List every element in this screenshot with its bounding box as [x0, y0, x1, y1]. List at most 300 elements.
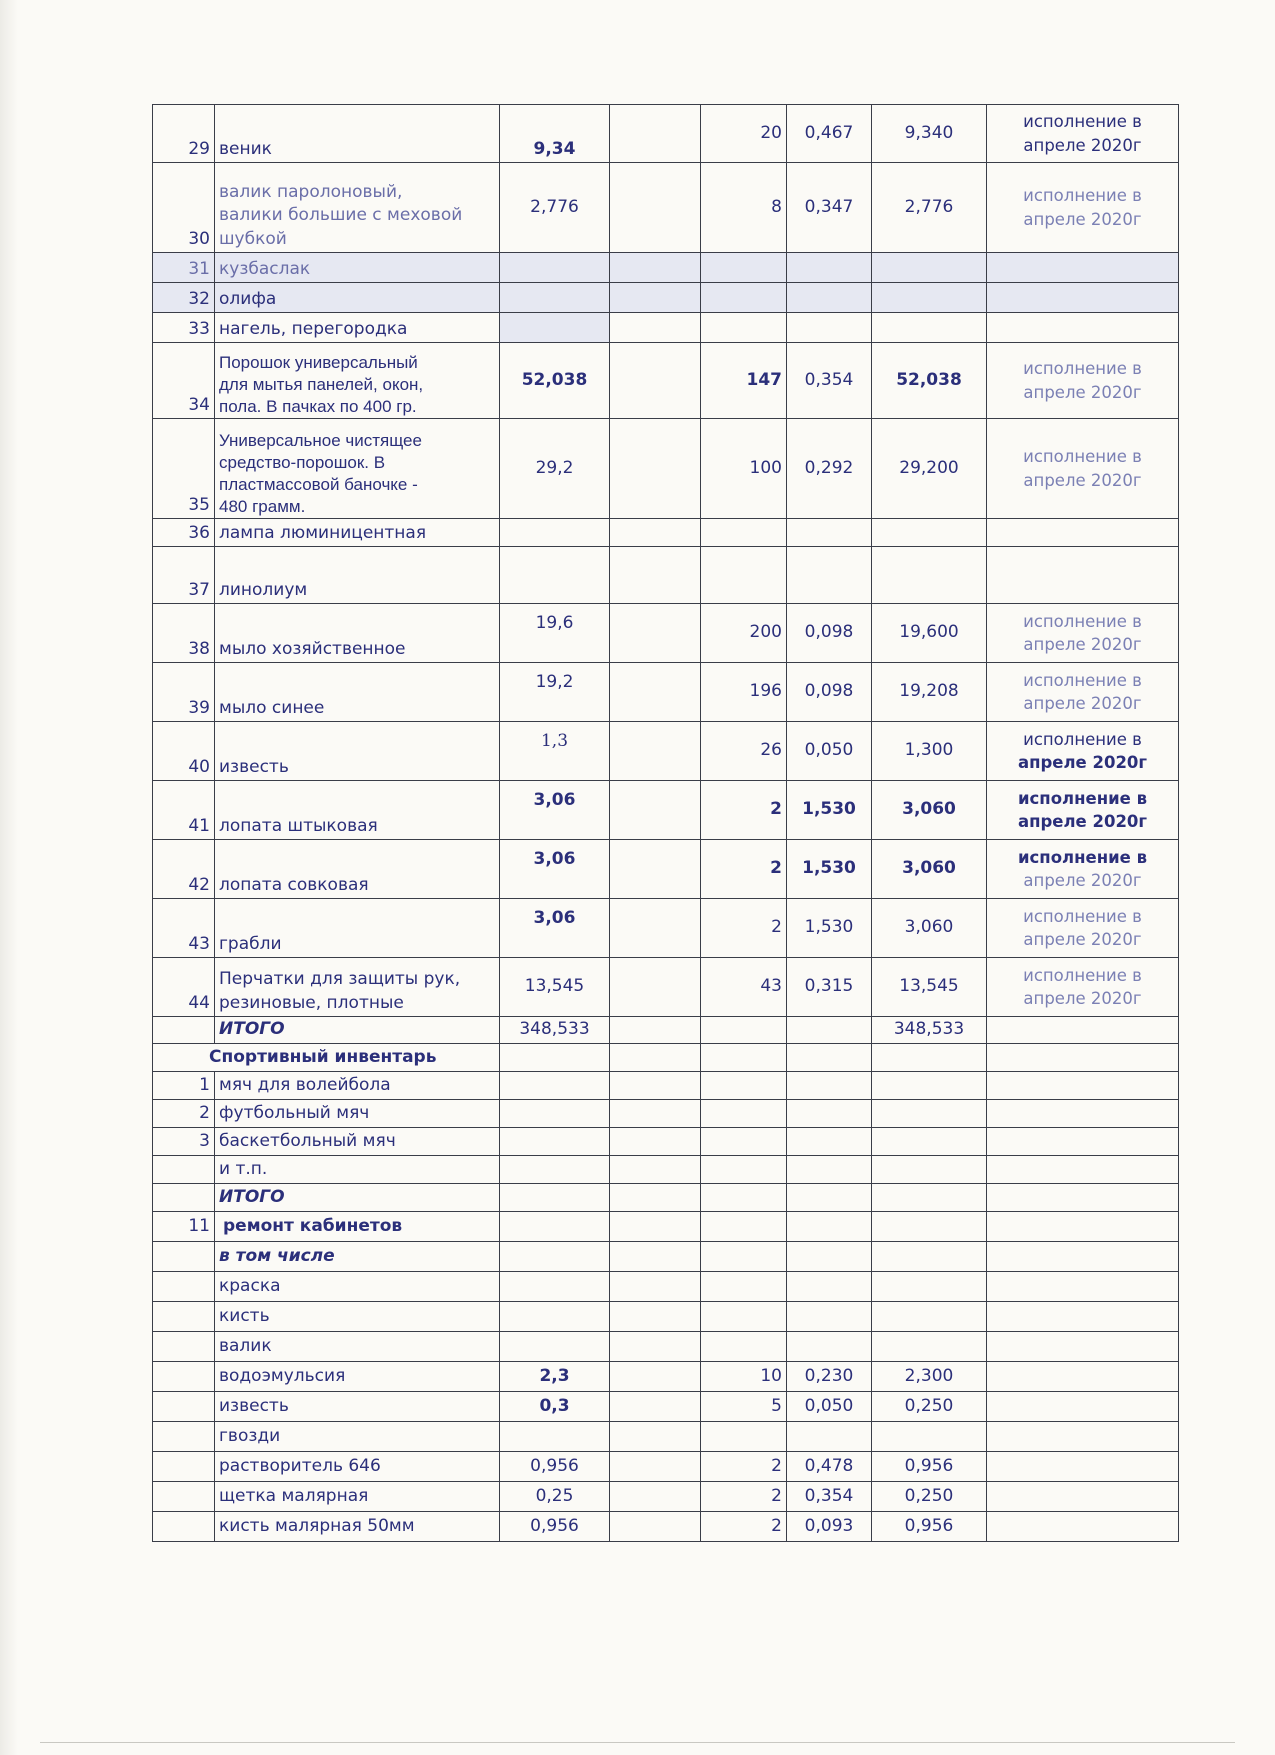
empty-cell — [787, 547, 872, 604]
item-sum: 3,060 — [872, 840, 987, 899]
empty-cell — [610, 1512, 701, 1542]
table-row — [153, 1100, 1179, 1128]
item-name: олифа — [215, 283, 500, 313]
row-number: 32 — [153, 283, 215, 313]
item-unit-price: 0,347 — [787, 163, 872, 253]
empty-cell — [500, 1212, 610, 1242]
empty-cell — [610, 663, 701, 722]
empty-cell — [610, 1482, 701, 1512]
table-row — [153, 419, 1179, 519]
name-line: Универсальное чистящее — [219, 430, 422, 450]
table-row — [153, 163, 1179, 253]
empty-cell — [872, 1422, 987, 1452]
empty-cell — [610, 604, 701, 663]
item-unit-price: 0,354 — [787, 1482, 872, 1512]
table-row — [153, 1272, 1179, 1302]
item-name: щетка малярная — [215, 1482, 500, 1512]
item-name: известь — [215, 1392, 500, 1422]
empty-cell — [701, 1242, 787, 1272]
empty-cell — [987, 1482, 1179, 1512]
empty-cell — [500, 1302, 610, 1332]
item-name: кузбаслак — [215, 253, 500, 283]
empty-cell — [610, 1452, 701, 1482]
row-number: 34 — [153, 343, 215, 419]
item-qty: 8 — [701, 163, 787, 253]
empty-cell — [987, 1017, 1179, 1044]
name-line: валики большие с меховой — [219, 205, 463, 226]
empty-cell — [610, 840, 701, 899]
item-unit-price: 0,292 — [787, 419, 872, 519]
item-unit-price: 0,098 — [787, 663, 872, 722]
empty-cell — [153, 1332, 215, 1362]
total-label: ИТОГО — [215, 1184, 500, 1212]
row-number: 42 — [153, 840, 215, 899]
note-line: исполнение в — [1017, 788, 1148, 808]
item-sum: 52,038 — [872, 343, 987, 419]
item-unit-price: 1,530 — [787, 840, 872, 899]
item-note — [987, 105, 1179, 163]
item-value: 13,545 — [500, 958, 610, 1017]
table-row — [153, 1156, 1179, 1184]
item-qty: 200 — [701, 604, 787, 663]
empty-cell — [701, 1100, 787, 1128]
item-qty: 196 — [701, 663, 787, 722]
empty-cell — [872, 253, 987, 283]
materials-table — [152, 104, 1179, 1542]
item-value: 3,06 — [500, 781, 610, 840]
empty-cell — [610, 899, 701, 958]
note-line: апреле 2020г — [1023, 694, 1142, 713]
empty-cell — [701, 1044, 787, 1072]
empty-cell — [500, 283, 610, 313]
item-value: 52,038 — [500, 343, 610, 419]
section-header-row — [153, 1044, 1179, 1072]
empty-cell — [987, 1212, 1179, 1242]
scan-bottom-line — [40, 1742, 1235, 1743]
row-number: 43 — [153, 899, 215, 958]
table-row — [153, 958, 1179, 1017]
item-qty: 2 — [701, 1452, 787, 1482]
table-row — [153, 722, 1179, 781]
table-row — [153, 781, 1179, 840]
table-row — [153, 899, 1179, 958]
row-number: 44 — [153, 958, 215, 1017]
item-value: 1,3 — [500, 722, 610, 781]
empty-cell — [872, 1128, 987, 1156]
row-number: 29 — [153, 105, 215, 163]
empty-cell — [872, 547, 987, 604]
table-row — [153, 1362, 1179, 1392]
item-sum: 2,776 — [872, 163, 987, 253]
table-row — [153, 840, 1179, 899]
empty-cell — [701, 1212, 787, 1242]
empty-cell — [500, 1156, 610, 1184]
item-name: валик — [215, 1332, 500, 1362]
item-sum: 1,300 — [872, 722, 987, 781]
row-number: 41 — [153, 781, 215, 840]
row-number: 37 — [153, 547, 215, 604]
row-number: 31 — [153, 253, 215, 283]
empty-cell — [153, 1017, 215, 1044]
empty-cell — [701, 1017, 787, 1044]
empty-cell — [610, 343, 701, 419]
item-name: линолиум — [215, 547, 500, 604]
empty-cell — [987, 1272, 1179, 1302]
item-name: футбольный мяч — [215, 1100, 500, 1128]
item-value: 0,956 — [500, 1512, 610, 1542]
name-line: шубкой — [219, 229, 287, 250]
item-name — [215, 163, 500, 253]
item-qty: 2 — [701, 899, 787, 958]
item-value: 29,2 — [500, 419, 610, 519]
note-line: исполнение в — [1023, 359, 1142, 379]
note-line: апреле 2020г — [1017, 753, 1148, 772]
empty-cell — [987, 1156, 1179, 1184]
empty-cell — [787, 1072, 872, 1100]
item-qty: 43 — [701, 958, 787, 1017]
empty-cell — [153, 1482, 215, 1512]
empty-cell — [701, 253, 787, 283]
row-number: 1 — [153, 1072, 215, 1100]
item-name: гвозди — [215, 1422, 500, 1452]
empty-cell — [610, 163, 701, 253]
table-row — [153, 1332, 1179, 1362]
empty-cell — [787, 519, 872, 547]
empty-cell — [701, 1156, 787, 1184]
empty-cell — [787, 1422, 872, 1452]
table-row — [153, 1302, 1179, 1332]
empty-cell — [610, 1272, 701, 1302]
note-line: апреле 2020г — [1023, 382, 1142, 402]
empty-cell — [787, 1156, 872, 1184]
empty-cell — [701, 519, 787, 547]
empty-cell — [610, 958, 701, 1017]
empty-cell — [500, 1332, 610, 1362]
empty-cell — [987, 1332, 1179, 1362]
item-value: 9,34 — [500, 105, 610, 163]
empty-cell — [787, 1272, 872, 1302]
table-row — [153, 1482, 1179, 1512]
empty-cell — [987, 1128, 1179, 1156]
empty-cell — [610, 547, 701, 604]
empty-cell — [610, 253, 701, 283]
total-sum: 348,533 — [872, 1017, 987, 1044]
item-sum: 0,250 — [872, 1482, 987, 1512]
item-sum: 3,060 — [872, 781, 987, 840]
empty-cell — [987, 1302, 1179, 1332]
empty-cell — [872, 1156, 987, 1184]
empty-cell — [153, 1184, 215, 1212]
section-title: Спортивный инвентарь — [153, 1044, 500, 1072]
item-name: грабли — [215, 899, 500, 958]
item-name: и т.п. — [215, 1156, 500, 1184]
item-note — [987, 604, 1179, 663]
empty-cell — [610, 313, 701, 343]
item-unit-price: 0,354 — [787, 343, 872, 419]
item-sum: 0,956 — [872, 1452, 987, 1482]
empty-cell — [610, 1072, 701, 1100]
note-line: апреле 2020г — [1023, 871, 1142, 890]
empty-cell — [787, 1100, 872, 1128]
item-note — [987, 899, 1179, 958]
section-header-row — [153, 1212, 1179, 1242]
empty-cell — [872, 1072, 987, 1100]
table-row — [153, 1512, 1179, 1542]
item-sum: 9,340 — [872, 105, 987, 163]
item-name: кисть — [215, 1302, 500, 1332]
empty-cell — [500, 1044, 610, 1072]
note-line: апреле 2020г — [1017, 812, 1148, 831]
section-subtitle: в том числе — [215, 1242, 500, 1272]
item-name: лопата совковая — [215, 840, 500, 899]
section-title: ремонт кабинетов — [215, 1212, 500, 1242]
empty-cell — [500, 519, 610, 547]
item-unit-price: 1,530 — [787, 781, 872, 840]
item-value: 2,776 — [500, 163, 610, 253]
row-number: 36 — [153, 519, 215, 547]
empty-cell — [872, 1242, 987, 1272]
note-line: исполнение в — [1023, 729, 1142, 749]
empty-cell — [987, 1044, 1179, 1072]
item-name: известь — [215, 722, 500, 781]
empty-cell — [787, 1332, 872, 1362]
item-value: 19,2 — [500, 663, 610, 722]
empty-cell — [610, 1242, 701, 1272]
empty-cell — [500, 1242, 610, 1272]
empty-cell — [153, 1302, 215, 1332]
table-row — [153, 663, 1179, 722]
item-name: водоэмульсия — [215, 1362, 500, 1392]
note-line: исполнение в — [1023, 186, 1142, 206]
note-line: апреле 2020г — [1023, 635, 1142, 654]
item-unit-price: 0,230 — [787, 1362, 872, 1392]
empty-cell — [610, 519, 701, 547]
table-row — [153, 1452, 1179, 1482]
scan-page-edge — [0, 0, 18, 1755]
empty-cell — [610, 1392, 701, 1422]
empty-cell — [787, 1017, 872, 1044]
empty-cell — [987, 1184, 1179, 1212]
table-row — [153, 1128, 1179, 1156]
item-value: 2,3 — [500, 1362, 610, 1392]
empty-cell — [987, 547, 1179, 604]
item-sum: 2,300 — [872, 1362, 987, 1392]
empty-cell — [987, 253, 1179, 283]
empty-cell — [153, 1422, 215, 1452]
row-number — [153, 1156, 215, 1184]
note-line: исполнение в — [1023, 906, 1142, 926]
row-number: 40 — [153, 722, 215, 781]
note-line: апреле 2020г — [1023, 470, 1142, 490]
row-number: 38 — [153, 604, 215, 663]
item-qty: 100 — [701, 419, 787, 519]
item-note — [987, 663, 1179, 722]
table-row — [153, 1422, 1179, 1452]
item-unit-price: 0,467 — [787, 105, 872, 163]
empty-cell — [500, 1072, 610, 1100]
note-line: исполнение в — [1017, 847, 1148, 867]
empty-cell — [872, 1100, 987, 1128]
empty-cell — [153, 1512, 215, 1542]
empty-cell — [987, 1512, 1179, 1542]
empty-cell — [701, 1422, 787, 1452]
empty-cell — [500, 313, 610, 343]
empty-cell — [500, 1128, 610, 1156]
empty-cell — [610, 1362, 701, 1392]
item-name: кисть малярная 50мм — [215, 1512, 500, 1542]
table-row — [153, 253, 1179, 283]
empty-cell — [987, 1422, 1179, 1452]
empty-cell — [610, 419, 701, 519]
item-sum: 0,250 — [872, 1392, 987, 1422]
name-line: пола. В пачках по 400 гр. — [219, 396, 417, 416]
empty-cell — [872, 283, 987, 313]
empty-cell — [610, 1302, 701, 1332]
empty-cell — [872, 1272, 987, 1302]
empty-cell — [987, 519, 1179, 547]
row-number: 30 — [153, 163, 215, 253]
item-name: нагель, перегородка — [215, 313, 500, 343]
empty-cell — [153, 1362, 215, 1392]
note-line: исполнение в — [1023, 965, 1142, 985]
empty-cell — [701, 1302, 787, 1332]
name-line: средство-порошок. В — [219, 452, 386, 472]
item-name: мыло хозяйственное — [215, 604, 500, 663]
empty-cell — [787, 1184, 872, 1212]
name-line: пластмассовой баночке - — [219, 474, 418, 494]
empty-cell — [987, 1392, 1179, 1422]
item-qty: 2 — [701, 840, 787, 899]
item-note — [987, 343, 1179, 419]
name-line: валик паролоновый, — [219, 181, 403, 202]
total-row — [153, 1184, 1179, 1212]
empty-cell — [701, 1332, 787, 1362]
empty-cell — [872, 519, 987, 547]
item-note — [987, 958, 1179, 1017]
note-line: апреле 2020г — [1023, 989, 1142, 1008]
empty-cell — [701, 1072, 787, 1100]
empty-cell — [610, 1212, 701, 1242]
item-qty: 147 — [701, 343, 787, 419]
name-line: Порошок универсальный — [219, 352, 418, 372]
empty-cell — [500, 1422, 610, 1452]
item-qty: 2 — [701, 1512, 787, 1542]
empty-cell — [787, 1242, 872, 1272]
empty-cell — [701, 313, 787, 343]
row-number: 35 — [153, 419, 215, 519]
empty-cell — [500, 1184, 610, 1212]
item-name: краска — [215, 1272, 500, 1302]
empty-cell — [987, 1100, 1179, 1128]
item-note — [987, 840, 1179, 899]
empty-cell — [701, 283, 787, 313]
item-unit-price: 0,050 — [787, 1392, 872, 1422]
name-line: резиновые, плотные — [219, 993, 404, 1014]
empty-cell — [701, 1184, 787, 1212]
empty-cell — [610, 283, 701, 313]
empty-cell — [500, 1100, 610, 1128]
item-name: мыло синее — [215, 663, 500, 722]
empty-cell — [987, 283, 1179, 313]
empty-cell — [787, 1044, 872, 1072]
empty-cell — [872, 1212, 987, 1242]
empty-cell — [610, 1017, 701, 1044]
row-number: 11 — [153, 1212, 215, 1242]
name-line: 480 грамм. — [219, 496, 306, 516]
table-row — [153, 105, 1179, 163]
empty-cell — [500, 253, 610, 283]
note-line: апреле 2020г — [1023, 209, 1142, 229]
total-row — [153, 1017, 1179, 1044]
item-value: 3,06 — [500, 899, 610, 958]
empty-cell — [153, 1242, 215, 1272]
item-value: 19,6 — [500, 604, 610, 663]
table-row — [153, 343, 1179, 419]
item-unit-price: 0,315 — [787, 958, 872, 1017]
empty-cell — [872, 1044, 987, 1072]
item-qty: 2 — [701, 781, 787, 840]
item-sum: 13,545 — [872, 958, 987, 1017]
table-row — [153, 1392, 1179, 1422]
empty-cell — [701, 1272, 787, 1302]
empty-cell — [787, 283, 872, 313]
empty-cell — [153, 1272, 215, 1302]
empty-cell — [987, 1452, 1179, 1482]
item-value: 0,956 — [500, 1452, 610, 1482]
item-unit-price: 0,478 — [787, 1452, 872, 1482]
item-note — [987, 419, 1179, 519]
item-value: 0,25 — [500, 1482, 610, 1512]
item-name: растворитель 646 — [215, 1452, 500, 1482]
item-unit-price: 0,050 — [787, 722, 872, 781]
item-note — [987, 722, 1179, 781]
row-number: 33 — [153, 313, 215, 343]
item-sum: 29,200 — [872, 419, 987, 519]
empty-cell — [500, 1272, 610, 1302]
table-row — [153, 547, 1179, 604]
item-sum: 19,600 — [872, 604, 987, 663]
empty-cell — [787, 1212, 872, 1242]
empty-cell — [610, 1332, 701, 1362]
item-sum: 3,060 — [872, 899, 987, 958]
empty-cell — [787, 1128, 872, 1156]
empty-cell — [987, 313, 1179, 343]
item-unit-price: 0,098 — [787, 604, 872, 663]
table-row — [153, 283, 1179, 313]
table-row — [153, 604, 1179, 663]
item-unit-price: 0,093 — [787, 1512, 872, 1542]
empty-cell — [987, 1362, 1179, 1392]
empty-cell — [787, 253, 872, 283]
empty-cell — [610, 1422, 701, 1452]
empty-cell — [872, 1332, 987, 1362]
row-number: 3 — [153, 1128, 215, 1156]
table-row — [153, 1242, 1179, 1272]
row-number: 2 — [153, 1100, 215, 1128]
item-qty: 26 — [701, 722, 787, 781]
item-name: баскетбольный мяч — [215, 1128, 500, 1156]
note-line: исполнение в — [1023, 447, 1142, 467]
item-name: лампа люминицентная — [215, 519, 500, 547]
item-sum: 19,208 — [872, 663, 987, 722]
empty-cell — [610, 1156, 701, 1184]
empty-cell — [987, 1242, 1179, 1272]
empty-cell — [872, 313, 987, 343]
item-note — [987, 163, 1179, 253]
item-qty: 20 — [701, 105, 787, 163]
item-name — [215, 958, 500, 1017]
name-line: для мытья панелей, окон, — [219, 374, 424, 394]
